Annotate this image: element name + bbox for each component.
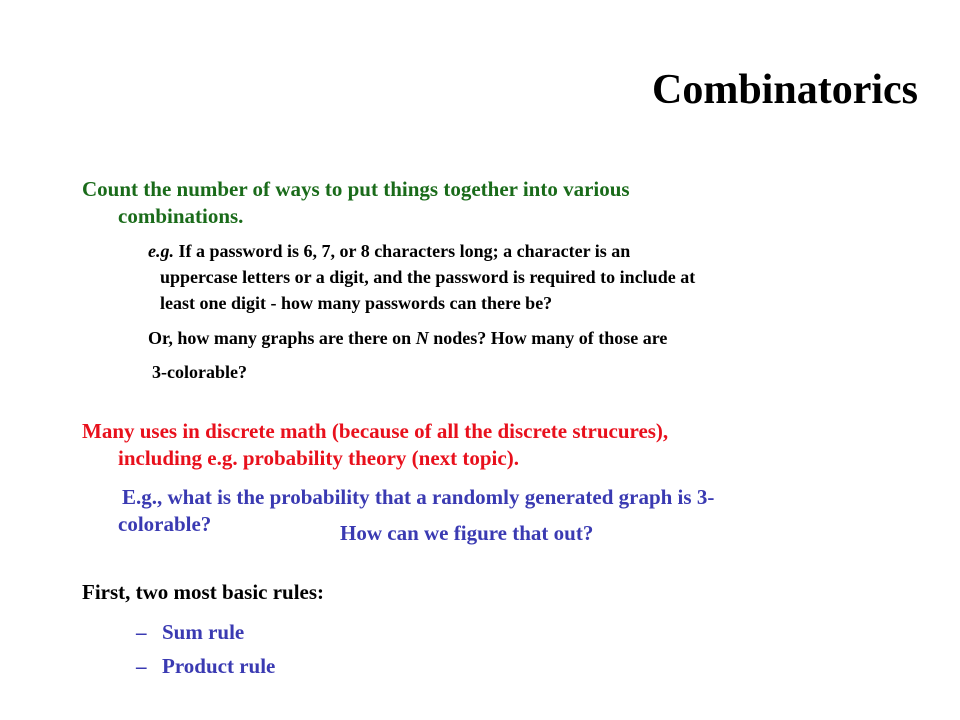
prob-line-1: E.g., what is the probability that a randomly generated graph is 3- — [122, 485, 715, 509]
n-variable: N — [415, 328, 429, 348]
example-line-3: least one digit - how many passwords can there be? — [160, 293, 553, 313]
intro-line-2: combinations. — [118, 204, 244, 228]
prob-line-2: colorable? — [118, 512, 212, 536]
graphs-line-2: 3-colorable? — [152, 362, 247, 382]
rules-list — [136, 615, 275, 683]
graphs-part-2: nodes? How many of those are — [428, 328, 668, 348]
eg-label: e.g. — [148, 241, 174, 261]
uses-line-1: Many uses in discrete math (because of all the discrete strucures), — [82, 419, 669, 443]
rule-item-sum — [136, 615, 275, 649]
example-line-1-text: If a password is 6, 7, or 8 characters long; a character is an — [174, 241, 631, 261]
graphs-line-1 — [148, 321, 667, 355]
example-line-1 — [148, 238, 695, 264]
intro-text — [82, 176, 630, 230]
figure-question: How can we figure that out? — [340, 521, 594, 545]
graphs-part-1: Or, how many graphs are there on — [148, 328, 416, 348]
rule-item-label: Product rule — [162, 654, 276, 678]
intro-line-1: Count the number of ways to put things together into various — [82, 177, 630, 201]
graphs-question — [148, 321, 667, 389]
rule-item-label: Sum rule — [162, 620, 245, 644]
uses-text — [82, 418, 668, 472]
dash-marker: – — [136, 654, 147, 678]
example-line-2: uppercase letters or a digit, and the password is required to include at — [160, 267, 696, 287]
rule-item-product — [136, 649, 275, 683]
password-example — [148, 238, 695, 316]
slide-title: Combinatorics — [652, 67, 918, 113]
dash-marker: – — [136, 620, 147, 644]
rules-heading: First, two most basic rules: — [82, 580, 325, 604]
uses-line-2: including e.g. probability theory (next topic). — [118, 446, 519, 470]
